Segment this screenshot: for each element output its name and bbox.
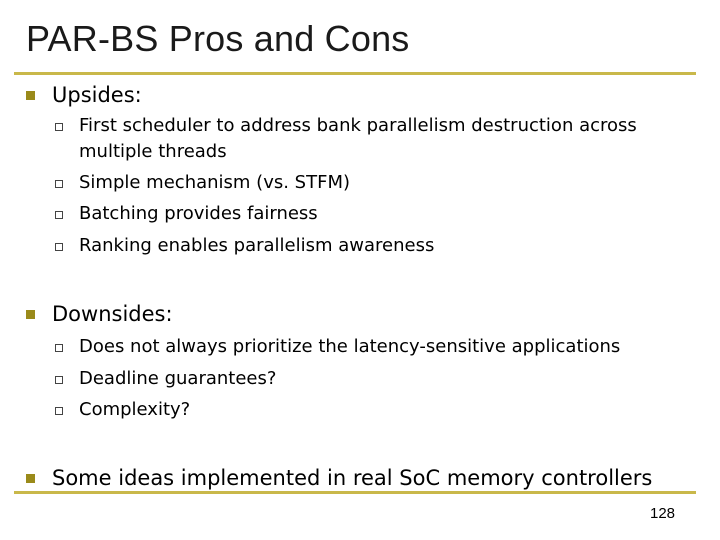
- hollow-square-bullet-icon: [55, 211, 63, 219]
- slide-title: PAR-BS Pros and Cons: [26, 18, 410, 59]
- hollow-square-bullet-icon: [55, 123, 63, 131]
- downside-item-text: Deadline guarantees?: [79, 368, 277, 389]
- upsides-heading: Upsides:: [52, 83, 142, 107]
- upside-item-text: Ranking enables parallelism awareness: [79, 235, 435, 256]
- hollow-square-bullet-icon: [55, 407, 63, 415]
- title-divider: [14, 72, 696, 75]
- hollow-square-bullet-icon: [55, 243, 63, 251]
- hollow-square-bullet-icon: [55, 344, 63, 352]
- footer-divider: [14, 491, 696, 494]
- page-number: 128: [650, 505, 676, 522]
- upside-item-text: Simple mechanism (vs. STFM): [79, 172, 350, 193]
- square-bullet-icon: [26, 474, 35, 483]
- upside-item-text: First scheduler to address bank parallelism destruction across: [79, 115, 637, 136]
- final-point-text: Some ideas implemented in real SoC memory controllers: [52, 466, 653, 490]
- downside-item-text: Complexity?: [79, 399, 191, 420]
- upside-item-text: multiple threads: [79, 141, 227, 162]
- hollow-square-bullet-icon: [55, 180, 63, 188]
- downsides-heading: Downsides:: [52, 302, 173, 326]
- downside-item-text: Does not always prioritize the latency-sensitive applications: [79, 336, 621, 357]
- square-bullet-icon: [26, 310, 35, 319]
- upside-item-text: Batching provides fairness: [79, 203, 318, 224]
- square-bullet-icon: [26, 91, 35, 100]
- hollow-square-bullet-icon: [55, 376, 63, 384]
